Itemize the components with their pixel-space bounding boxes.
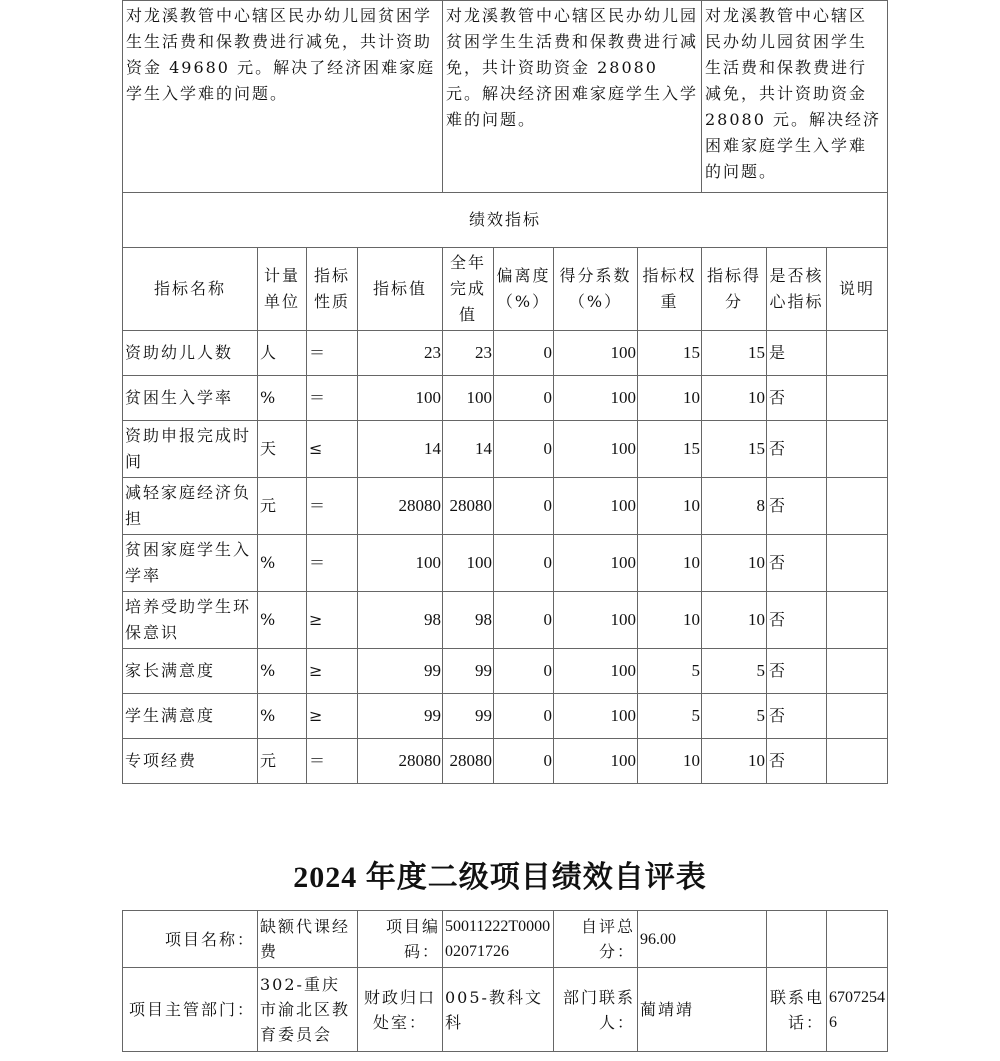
header-cell: 指标值 xyxy=(358,248,443,331)
metric-name: 学生满意度 xyxy=(123,694,258,739)
info-row-1 xyxy=(123,911,888,968)
metric-nature: ＝ xyxy=(307,331,358,376)
metric-name: 培养受助学生环保意识 xyxy=(123,592,258,649)
metric-target: 28080 xyxy=(358,739,443,784)
empty-cell xyxy=(767,911,827,968)
project-name-value: 缺额代课经费 xyxy=(258,911,358,968)
finance-value: 005-教科文科 xyxy=(443,968,554,1052)
metric-core: 否 xyxy=(767,535,827,592)
metric-unit: 元 xyxy=(258,478,307,535)
phone-label: 联系电话： xyxy=(767,968,827,1052)
metric-actual: 100 xyxy=(443,535,494,592)
summary-table xyxy=(122,0,888,193)
section-title: 绩效指标 xyxy=(123,193,888,248)
metric-target: 23 xyxy=(358,331,443,376)
metric-note xyxy=(827,331,888,376)
metrics-table xyxy=(122,192,888,784)
metric-actual: 23 xyxy=(443,331,494,376)
metric-core: 否 xyxy=(767,694,827,739)
metric-deviation: 0 xyxy=(494,331,554,376)
table-row xyxy=(123,592,888,649)
metric-score: 10 xyxy=(702,535,767,592)
metric-core: 否 xyxy=(767,478,827,535)
table-row xyxy=(123,421,888,478)
metric-actual: 28080 xyxy=(443,739,494,784)
metric-note xyxy=(827,376,888,421)
metric-weight: 10 xyxy=(638,592,702,649)
metric-actual: 100 xyxy=(443,376,494,421)
metric-core: 是 xyxy=(767,331,827,376)
metric-score: 8 xyxy=(702,478,767,535)
table-row xyxy=(123,694,888,739)
metric-coef: 100 xyxy=(554,478,638,535)
finance-label: 财政归口处室： xyxy=(358,968,443,1052)
table-row xyxy=(123,649,888,694)
header-cell: 偏离度（%） xyxy=(494,248,554,331)
metric-actual: 98 xyxy=(443,592,494,649)
metric-nature: ≤ xyxy=(307,421,358,478)
metric-score: 15 xyxy=(702,421,767,478)
metric-note xyxy=(827,421,888,478)
metric-deviation: 0 xyxy=(494,739,554,784)
metric-note xyxy=(827,478,888,535)
phone-value: 67072546 xyxy=(827,968,888,1052)
metric-actual: 99 xyxy=(443,649,494,694)
header-cell: 得分系数（%） xyxy=(554,248,638,331)
metric-deviation: 0 xyxy=(494,421,554,478)
summary-cell-actual: 对龙溪教管中心辖区民办幼儿园贫困学生生活费和保教费进行减免，共计资助资金 28080 元。解决经济困难家庭学生入学难的问题。 xyxy=(702,1,888,193)
metric-target: 100 xyxy=(358,376,443,421)
header-cell: 说明 xyxy=(827,248,888,331)
header-cell: 是否核心指标 xyxy=(767,248,827,331)
metric-name: 减轻家庭经济负担 xyxy=(123,478,258,535)
metric-nature: ＝ xyxy=(307,478,358,535)
header-cell: 指标得分 xyxy=(702,248,767,331)
metric-core: 否 xyxy=(767,649,827,694)
metric-nature: ＝ xyxy=(307,535,358,592)
metric-deviation: 0 xyxy=(494,694,554,739)
metric-weight: 5 xyxy=(638,694,702,739)
metric-name: 家长满意度 xyxy=(123,649,258,694)
header-cell: 指标性质 xyxy=(307,248,358,331)
metric-unit: 人 xyxy=(258,331,307,376)
metric-actual: 14 xyxy=(443,421,494,478)
metric-nature: ＝ xyxy=(307,376,358,421)
metric-score: 5 xyxy=(702,649,767,694)
info-row-2 xyxy=(123,968,888,1052)
metric-name: 资助申报完成时间 xyxy=(123,421,258,478)
metric-score: 10 xyxy=(702,376,767,421)
metric-weight: 10 xyxy=(638,739,702,784)
metric-note xyxy=(827,592,888,649)
table-row xyxy=(123,739,888,784)
metric-name: 专项经费 xyxy=(123,739,258,784)
metric-actual: 28080 xyxy=(443,478,494,535)
metric-deviation: 0 xyxy=(494,535,554,592)
summary-cell-plan: 对龙溪教管中心辖区民办幼儿园贫困学生生活费和保教费进行减免，共计资助资金 28080 元。解决经济困难家庭学生入学难的问题。 xyxy=(443,1,702,193)
table-row xyxy=(123,376,888,421)
metric-weight: 10 xyxy=(638,478,702,535)
metric-unit: 天 xyxy=(258,421,307,478)
dept-value: 302-重庆市渝北区教育委员会 xyxy=(258,968,358,1052)
metric-note xyxy=(827,694,888,739)
metric-unit: 元 xyxy=(258,739,307,784)
self-score-value: 96.00 xyxy=(638,911,767,968)
metric-unit: % xyxy=(258,592,307,649)
metric-coef: 100 xyxy=(554,739,638,784)
dept-label: 项目主管部门： xyxy=(123,968,258,1052)
metric-core: 否 xyxy=(767,376,827,421)
metric-unit: % xyxy=(258,649,307,694)
table-row xyxy=(123,535,888,592)
header-cell: 计量单位 xyxy=(258,248,307,331)
metric-deviation: 0 xyxy=(494,376,554,421)
metric-actual: 99 xyxy=(443,694,494,739)
project-info-table xyxy=(122,910,888,1052)
metric-nature: ≥ xyxy=(307,592,358,649)
metric-target: 28080 xyxy=(358,478,443,535)
metric-unit: % xyxy=(258,535,307,592)
metric-target: 14 xyxy=(358,421,443,478)
metric-note xyxy=(827,739,888,784)
summary-cell-annual-target: 对龙溪教管中心辖区民办幼儿园贫困学生生活费和保教费进行减免，共计资助资金 49680 元。解决了经济困难家庭学生入学难的问题。 xyxy=(123,1,443,193)
metric-coef: 100 xyxy=(554,331,638,376)
metric-coef: 100 xyxy=(554,376,638,421)
header-row xyxy=(123,248,888,331)
metric-deviation: 0 xyxy=(494,592,554,649)
self-score-label: 自评总分： xyxy=(554,911,638,968)
metric-nature: ≥ xyxy=(307,694,358,739)
metric-deviation: 0 xyxy=(494,649,554,694)
metric-coef: 100 xyxy=(554,649,638,694)
metric-coef: 100 xyxy=(554,592,638,649)
metric-target: 98 xyxy=(358,592,443,649)
metric-weight: 10 xyxy=(638,376,702,421)
metric-target: 100 xyxy=(358,535,443,592)
metric-weight: 10 xyxy=(638,535,702,592)
metric-nature: ＝ xyxy=(307,739,358,784)
form-title: 2024 年度二级项目绩效自评表 xyxy=(293,861,707,894)
project-code-value: 50011222T000002071726 xyxy=(443,911,554,968)
metric-note xyxy=(827,535,888,592)
metric-weight: 15 xyxy=(638,331,702,376)
metric-weight: 15 xyxy=(638,421,702,478)
metric-core: 否 xyxy=(767,592,827,649)
empty-cell xyxy=(827,911,888,968)
metric-score: 10 xyxy=(702,592,767,649)
metric-unit: % xyxy=(258,376,307,421)
metric-name: 贫困家庭学生入学率 xyxy=(123,535,258,592)
metric-note xyxy=(827,649,888,694)
header-cell: 指标名称 xyxy=(123,248,258,331)
contact-value: 蔺靖靖 xyxy=(638,968,767,1052)
header-cell: 指标权重 xyxy=(638,248,702,331)
metric-score: 15 xyxy=(702,331,767,376)
project-name-label: 项目名称： xyxy=(123,911,258,968)
summary-row xyxy=(123,1,888,193)
metric-name: 资助幼儿人数 xyxy=(123,331,258,376)
metric-score: 10 xyxy=(702,739,767,784)
metric-weight: 5 xyxy=(638,649,702,694)
metric-target: 99 xyxy=(358,649,443,694)
contact-label: 部门联系人： xyxy=(554,968,638,1052)
project-code-label: 项目编码： xyxy=(358,911,443,968)
metric-score: 5 xyxy=(702,694,767,739)
metric-coef: 100 xyxy=(554,694,638,739)
header-cell: 全年完成值 xyxy=(443,248,494,331)
metric-coef: 100 xyxy=(554,535,638,592)
metric-unit: % xyxy=(258,694,307,739)
metric-core: 否 xyxy=(767,739,827,784)
metric-target: 99 xyxy=(358,694,443,739)
metric-name: 贫困生入学率 xyxy=(123,376,258,421)
metric-coef: 100 xyxy=(554,421,638,478)
metric-core: 否 xyxy=(767,421,827,478)
metric-nature: ≥ xyxy=(307,649,358,694)
metric-deviation: 0 xyxy=(494,478,554,535)
table-row xyxy=(123,478,888,535)
table-row xyxy=(123,331,888,376)
